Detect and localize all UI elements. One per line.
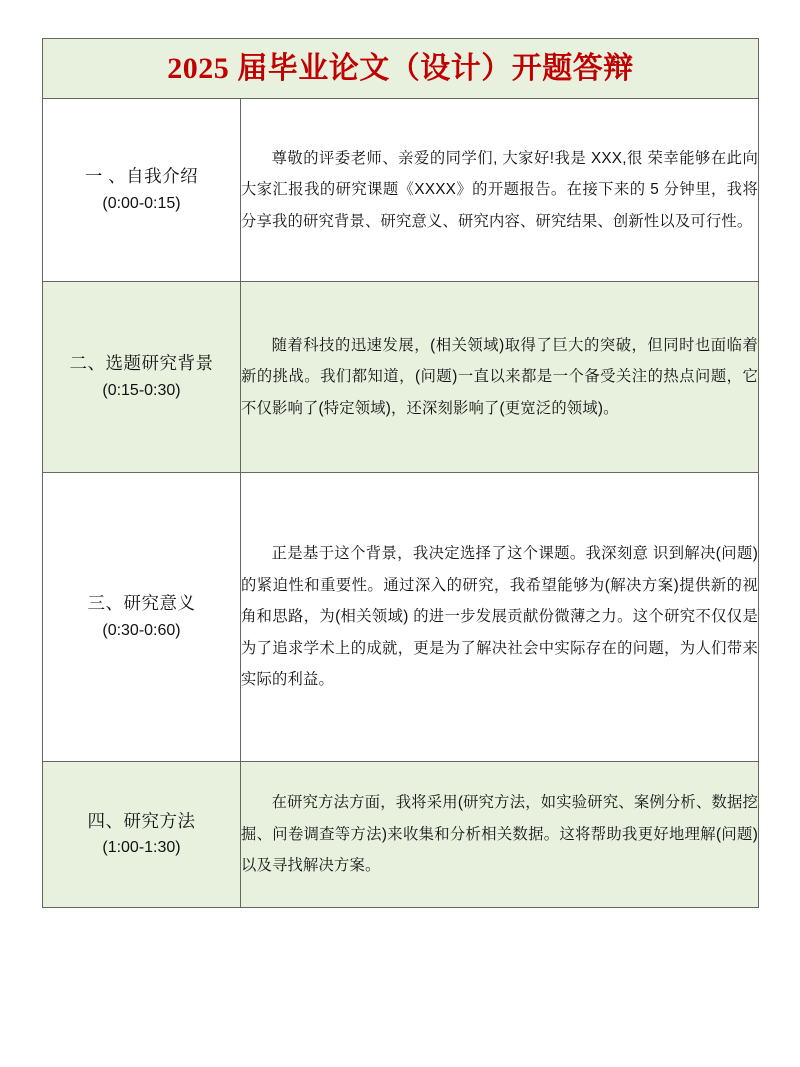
section-body-cell-3	[241, 473, 759, 762]
section-time-2: (0:15-0:30)	[102, 381, 181, 399]
table-title-row	[43, 39, 759, 99]
document-title-cell	[43, 39, 759, 99]
table-row	[43, 99, 759, 282]
section-label-cell-2	[43, 282, 241, 473]
section-body-1: 尊敬的评委老师、亲爱的同学们, 大家好!我是 XXX,很 荣幸能够在此向大家汇报我的研究课题《XXXX》的开题报告。在接下来的 5 分钟里，我将分享我的研究背景、研究意义、研究内容、研究结果、创新性以及可行性。	[241, 149, 758, 230]
table-row	[43, 762, 759, 908]
section-title-4: 四、研究方法	[87, 810, 196, 831]
section-time-1: (0:00-0:15)	[102, 194, 181, 212]
section-title-3: 三、研究意义	[87, 593, 196, 614]
section-body-cell-4	[241, 762, 759, 908]
section-body-cell-2	[241, 282, 759, 473]
section-body-4: 在研究方法方面，我将采用(研究方法，如实验研究、案例分析、数据挖掘、问卷调查等方法)来收集和分析相关数据。这将帮助我更好地理解(问题)以及寻找解决方案。	[241, 794, 758, 875]
section-label-cell-1	[43, 99, 241, 282]
section-title-1: 一 、自我介绍	[84, 166, 199, 187]
section-label-cell-3	[43, 473, 241, 762]
section-title-2: 二、选题研究背景	[69, 353, 214, 374]
section-label-cell-4	[43, 762, 241, 908]
page-title: 2025 届毕业论文（设计）开题答辩	[167, 52, 634, 85]
section-time-4: (1:00-1:30)	[102, 839, 181, 857]
section-body-3: 正是基于这个背景，我决定选择了这个课题。我深刻意 识到解决(问题)的紧迫性和重要性。通过深入的研究，我希望能够为(解决方案)提供新的视角和思路，为(相关领域) 的进一步发展贡献份微薄之力。这个研究不仅仅是为了追求学术上的成就，更是为了解决社会中实际存在的问题，为人们带来实际的利益。	[241, 544, 758, 689]
section-time-3: (0:30-0:60)	[102, 621, 181, 639]
defense-outline-table	[42, 38, 759, 908]
section-body-cell-1	[241, 99, 759, 282]
section-body-2: 随着科技的迅速发展，(相关领域)取得了巨大的突破，但同时也面临着新的挑战。我们都知道，(问题)一直以来都是一个备受关注的热点问题，它不仅影响了(特定领域)，还深刻影响了(更宽泛的领域)。	[241, 336, 758, 417]
table-row	[43, 473, 759, 762]
table-row	[43, 282, 759, 473]
